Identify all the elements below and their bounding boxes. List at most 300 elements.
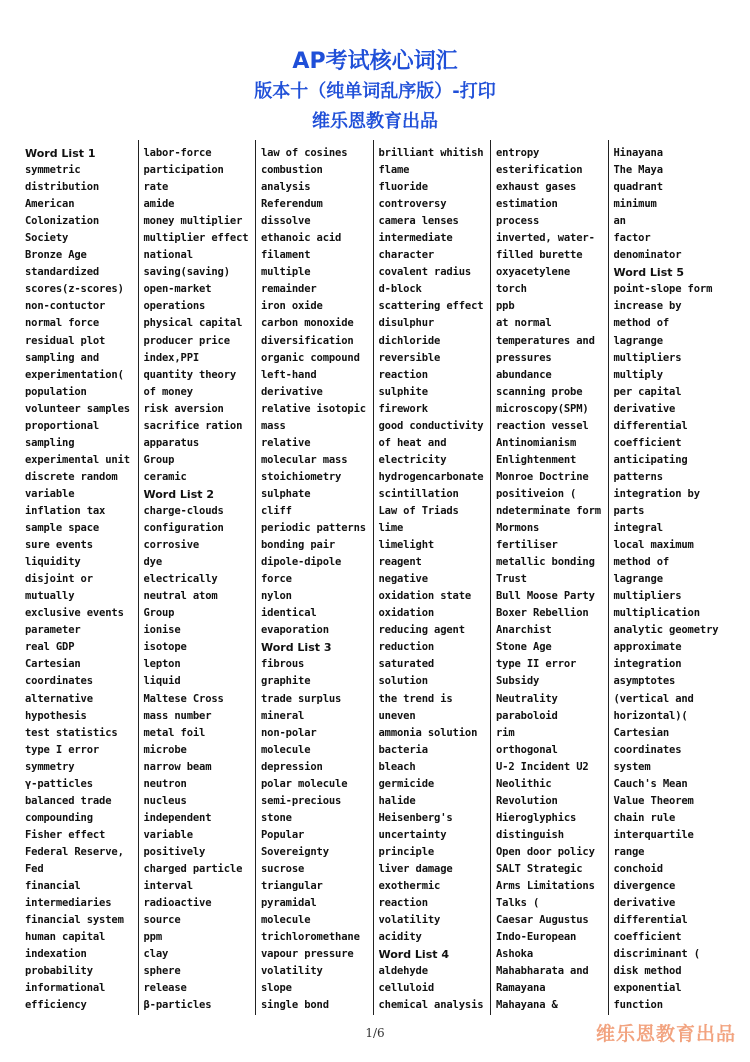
vocab-word: analytic geometry xyxy=(613,624,719,637)
vocab-word: sure events xyxy=(25,539,93,552)
vocab-word: microscopy(SPM) xyxy=(496,402,589,415)
vocab-word: law of cosines xyxy=(261,147,348,159)
vocab-word: balanced trade xyxy=(25,794,112,807)
vocab-word: Heisenberg's xyxy=(378,811,453,824)
vocab-word: (vertical and xyxy=(613,692,694,705)
vocab-word: Arms Limitations xyxy=(496,880,595,893)
vocab-word: integral xyxy=(613,522,663,535)
vocab-word: ceramic xyxy=(143,470,187,483)
vocab-word: Mormons xyxy=(496,522,540,535)
vocab-word: quadrant xyxy=(613,181,663,194)
word-column-4 xyxy=(373,140,491,1015)
vocab-word: an xyxy=(613,215,626,228)
vocab-word: good conductivity xyxy=(378,419,484,432)
vocab-word: volatility xyxy=(261,965,323,978)
vocab-word: producer price xyxy=(143,334,230,347)
vocab-word: brilliant whitish xyxy=(378,147,484,159)
vocab-word: positiveion ( xyxy=(496,487,577,500)
watermark: 维乐恩教育出品 xyxy=(595,1023,736,1045)
vocab-word: nylon xyxy=(261,590,292,603)
vocab-word: differential xyxy=(613,914,688,927)
vocab-word: Referendum xyxy=(261,198,323,211)
vocab-word: trichloromethane xyxy=(261,931,360,944)
vocab-word: vapour pressure xyxy=(261,948,354,961)
vocab-word: real GDP xyxy=(25,641,75,654)
vocab-word: inflation tax xyxy=(25,504,106,517)
vocab-word: covalent radius xyxy=(378,266,472,279)
vocab-word: intermediate xyxy=(378,232,453,245)
vocab-word: Mahayana & xyxy=(496,999,558,1012)
vocab-word: Popular xyxy=(261,828,305,841)
vocab-word: reduction xyxy=(378,641,435,654)
vocab-word: point-slope form xyxy=(613,283,713,296)
vocab-word: coefficient xyxy=(613,436,682,449)
vocab-word: relative xyxy=(261,436,311,449)
vocab-word: pyramidal xyxy=(261,897,317,910)
vocab-word: intermediaries xyxy=(25,897,112,910)
vocab-word: reagent xyxy=(378,556,422,569)
vocab-word: denominator xyxy=(613,249,682,262)
vocab-word: experimental unit xyxy=(25,453,130,466)
vocab-word: efficiency xyxy=(25,999,87,1012)
vocab-word: celluloid xyxy=(378,982,435,995)
vocab-word: Revolution xyxy=(496,794,558,807)
vocab-word: financial system xyxy=(25,914,124,927)
vocab-word: stone xyxy=(261,811,292,824)
vocab-word: sphere xyxy=(143,965,181,978)
vocab-word: risk aversion xyxy=(143,402,224,415)
vocab-word: force xyxy=(261,573,292,586)
vocab-word: molecule xyxy=(261,914,311,927)
vocab-word: multiplier effect xyxy=(143,232,249,245)
vocab-word: Cartesian xyxy=(613,726,670,739)
vocab-word: release xyxy=(143,982,187,995)
vocab-word: disulphur xyxy=(378,317,435,330)
vocab-word: graphite xyxy=(261,675,311,688)
vocab-word: lime xyxy=(378,522,404,535)
word-column-5 xyxy=(490,140,608,1015)
vocab-word: semi-precious xyxy=(261,794,342,807)
vocab-word: interval xyxy=(143,880,193,893)
vocab-word: ppb xyxy=(496,300,515,313)
vocab-word: liquid xyxy=(143,675,181,688)
vocab-word: orthogonal xyxy=(496,743,558,756)
vocab-word: rate xyxy=(143,181,169,194)
vocab-word: sacrifice ration xyxy=(143,419,243,432)
vocab-word: organic compound xyxy=(261,351,360,364)
page-title: AP考试核心词汇 xyxy=(292,49,458,74)
vocab-word: remainder xyxy=(261,283,317,296)
vocab-word: saving(saving) xyxy=(143,266,230,279)
vocab-word: differential xyxy=(613,419,688,432)
vocab-word: hypothesis xyxy=(25,709,87,722)
vocab-word: integration by xyxy=(613,487,700,500)
vocab-word: analysis xyxy=(261,181,311,194)
vocab-word: derivative xyxy=(613,402,676,415)
vocab-word: lepton xyxy=(143,658,181,671)
vocab-word: oxidation state xyxy=(378,590,472,603)
vocab-word: Stone Age xyxy=(496,641,552,654)
vocab-word: chain rule xyxy=(613,811,676,824)
vocab-word: Federal Reserve, xyxy=(25,845,124,858)
vocab-word: trade surplus xyxy=(261,692,342,705)
vocab-word: evaporation xyxy=(261,624,329,637)
vocab-word: American xyxy=(25,198,75,211)
word-column-6 xyxy=(608,140,726,1015)
vocab-word: negative xyxy=(378,573,428,586)
vocab-word: coefficient xyxy=(613,931,682,944)
vocab-word: flame xyxy=(378,164,410,177)
vocab-word: of heat and xyxy=(378,436,447,449)
vocab-word: Hinayana xyxy=(613,147,663,159)
vocab-word: diversification xyxy=(261,334,354,347)
vocab-word: derivative xyxy=(261,385,323,398)
vocab-word: combustion xyxy=(261,164,323,177)
vocab-word: distinguish xyxy=(496,828,564,841)
vocab-word: scores(z-scores) xyxy=(25,283,124,296)
vocab-word: Ramayana xyxy=(496,982,546,995)
vocab-word: type II error xyxy=(496,658,577,671)
vocab-word: physical capital xyxy=(143,317,243,330)
vocab-word: identical xyxy=(261,607,317,620)
vocab-word: sampling xyxy=(25,436,75,449)
vocab-word: paraboloid xyxy=(496,709,558,722)
vocab-word: horizontal)( xyxy=(613,709,688,722)
vocab-word: uneven xyxy=(378,709,416,722)
vocab-word: stoichiometry xyxy=(261,470,342,483)
vocab-word: bleach xyxy=(378,760,416,773)
vocab-word: Bronze Age xyxy=(25,249,87,262)
vocab-word: liquidity xyxy=(25,556,81,569)
vocab-word: Sovereignty xyxy=(261,845,329,858)
vocab-word: labor-force xyxy=(143,147,212,159)
vocab-word: Fisher effect xyxy=(25,828,106,841)
vocab-word: Ashoka xyxy=(496,948,534,961)
vocab-word: nucleus xyxy=(143,794,187,807)
vocab-word: limelight xyxy=(378,539,435,552)
vocab-word: Antinomianism xyxy=(496,436,577,449)
vocab-word: range xyxy=(613,845,645,858)
page-subtitle: 版本十（纯单词乱序版）-打印 xyxy=(254,81,496,102)
vocab-word: Maltese Cross xyxy=(143,692,224,705)
vocab-word: informational xyxy=(25,982,106,995)
vocab-word: scintillation xyxy=(378,487,459,500)
vocab-word: coordinates xyxy=(25,675,93,688)
vocab-word: variable xyxy=(143,828,193,841)
vocab-word: derivative xyxy=(613,897,676,910)
vocab-word: source xyxy=(143,914,181,927)
vocab-word: acidity xyxy=(378,931,422,944)
vocab-word: Subsidy xyxy=(496,675,540,688)
vocab-word: population xyxy=(25,385,87,398)
vocab-word: coordinates xyxy=(613,743,682,756)
vocab-word: ionise xyxy=(143,624,181,637)
vocab-word: dipole-dipole xyxy=(261,556,342,569)
vocab-word: approximate xyxy=(613,641,682,654)
vocab-word: exhaust gases xyxy=(496,181,577,194)
vocab-word: fibrous xyxy=(261,658,305,671)
vocab-word: controversy xyxy=(378,198,447,211)
vocab-word: Hieroglyphics xyxy=(496,811,577,824)
vocab-word: reversible xyxy=(378,351,441,364)
vocab-word: entropy xyxy=(496,147,540,159)
vocab-word: volunteer samples xyxy=(25,402,130,415)
vocab-word: character xyxy=(378,249,435,262)
vocab-word: per capital xyxy=(613,385,682,398)
vocab-word: disk method xyxy=(613,965,682,978)
vocab-word: non-contuctor xyxy=(25,300,106,313)
vocab-word: standardized xyxy=(25,266,100,279)
vocab-word: distribution xyxy=(25,181,100,194)
vocab-word: multiply xyxy=(613,368,663,381)
vocab-word: normal force xyxy=(25,317,100,330)
vocab-word: triangular xyxy=(261,880,323,893)
vocab-word: method of xyxy=(613,556,670,569)
vocab-word: charged particle xyxy=(143,862,243,875)
vocab-word: reducing agent xyxy=(378,624,465,637)
vocab-word: positively xyxy=(143,845,206,858)
vocab-word: hydrogencarbonate xyxy=(378,470,484,483)
vocab-word: national xyxy=(143,249,193,262)
vocab-word: quantity theory xyxy=(143,368,237,381)
vocab-word: exothermic xyxy=(378,880,441,893)
vocab-word: money multiplier xyxy=(143,215,243,228)
vocab-word: filled burette xyxy=(496,249,583,262)
vocab-word: chemical analysis xyxy=(378,999,484,1012)
vocab-word: anticipating xyxy=(613,453,688,466)
title-block xyxy=(0,48,750,136)
vocab-word: solution xyxy=(378,675,428,688)
word-list-heading: Word List 5 xyxy=(613,266,684,280)
vocab-word: parts xyxy=(613,504,645,517)
vocab-word: iron oxide xyxy=(261,300,323,313)
vocab-word: minimum xyxy=(613,198,657,211)
vocab-word: variable xyxy=(25,487,75,500)
vocab-word: participation xyxy=(143,164,224,177)
vocab-word: operations xyxy=(143,300,206,313)
vocab-word: index,PPI xyxy=(143,351,200,364)
vocab-word: indexation xyxy=(25,948,87,961)
vocab-word: electrically xyxy=(143,573,218,586)
vocab-word: at normal xyxy=(496,317,552,330)
vocab-word: multiplication xyxy=(613,607,700,620)
vocab-word: radioactive xyxy=(143,897,212,910)
vocab-word: Talks ( xyxy=(496,897,540,910)
vocab-word: mineral xyxy=(261,709,305,722)
vocab-word: narrow beam xyxy=(143,760,212,773)
publisher-line: 维乐恩教育出品 xyxy=(312,111,438,132)
vocab-word: non-polar xyxy=(261,726,317,739)
vocab-word: germicide xyxy=(378,777,435,790)
vocab-word: molecule xyxy=(261,743,311,756)
vocab-word: Group xyxy=(143,607,175,620)
vocab-word: Cartesian xyxy=(25,658,81,671)
vocab-word: sampling and xyxy=(25,351,100,364)
vocab-word: ammonia solution xyxy=(378,726,478,739)
vocab-word: saturated xyxy=(378,658,435,671)
vocab-word: Value Theorem xyxy=(613,794,694,807)
vocab-word: amide xyxy=(143,198,175,211)
vocab-word: isotope xyxy=(143,641,187,654)
vocab-word: of money xyxy=(143,385,193,398)
vocab-word: Boxer Rebellion xyxy=(496,607,589,620)
vocab-word: ppm xyxy=(143,931,163,944)
vocab-word: Anarchist xyxy=(496,624,552,637)
vocab-word: multiple xyxy=(261,266,311,279)
vocab-word: symmetry xyxy=(25,760,75,773)
vocab-word: polar molecule xyxy=(261,777,348,790)
vocab-word: uncertainty xyxy=(378,828,447,841)
vocab-word: symmetric xyxy=(25,164,81,177)
vocab-word: β-particles xyxy=(143,999,212,1012)
vocab-word: γ-patticles xyxy=(25,777,93,790)
vocab-word: left-hand xyxy=(261,368,317,381)
vocab-word: Caesar Augustus xyxy=(496,914,589,927)
word-column-2 xyxy=(138,140,256,1015)
vocab-word: ethanoic acid xyxy=(261,232,342,245)
vocab-word: aldehyde xyxy=(378,965,428,978)
vocab-word: sucrose xyxy=(261,862,305,875)
vocab-word: inverted, water- xyxy=(496,232,595,245)
vocab-word: Neolithic xyxy=(496,777,552,790)
vocab-word: Law of Triads xyxy=(378,504,459,517)
word-list-heading: Word List 4 xyxy=(378,948,449,962)
vocab-word: system xyxy=(613,760,651,773)
vocab-word: Mahabharata and xyxy=(496,965,589,978)
vocab-word: neutron xyxy=(143,777,187,790)
vocab-word: relative isotopic xyxy=(261,402,366,415)
vocab-word: independent xyxy=(143,811,212,824)
vocab-word: lagrange xyxy=(613,334,663,347)
vocab-word: single bond xyxy=(261,999,329,1012)
page-number: 1/6 xyxy=(365,1026,385,1040)
vocab-word: discriminant ( xyxy=(613,948,700,961)
vocab-word: open-market xyxy=(143,283,212,296)
vocab-word: electricity xyxy=(378,453,447,466)
vocab-word: clay xyxy=(143,948,169,961)
vocab-word: dissolve xyxy=(261,215,311,228)
vocab-word: function xyxy=(613,999,663,1012)
vocab-word: asymptotes xyxy=(613,675,676,688)
vocab-word: metal foil xyxy=(143,726,206,739)
vocab-word: Open door policy xyxy=(496,845,595,858)
vocab-word: liver damage xyxy=(378,862,453,875)
vocab-word: Colonization xyxy=(25,215,100,228)
vocab-word: divergence xyxy=(613,880,676,893)
vocab-word: carbon monoxide xyxy=(261,317,354,330)
vocab-word: reaction vessel xyxy=(496,419,589,432)
vocab-word: U-2 Incident U2 xyxy=(496,760,589,773)
vocab-word: Enlightenment xyxy=(496,453,577,466)
vocab-word: sulphate xyxy=(261,487,311,500)
vocab-word: dichloride xyxy=(378,334,441,347)
word-columns xyxy=(20,140,725,1015)
vocab-word: Indo-European xyxy=(496,931,577,944)
vocab-word: Trust xyxy=(496,573,527,586)
vocab-word: The Maya xyxy=(613,164,663,177)
vocab-word: charge-clouds xyxy=(143,504,224,517)
vocab-word: scanning probe xyxy=(496,385,583,398)
vocab-word: temperatures and xyxy=(496,334,595,347)
vocab-word: molecular mass xyxy=(261,453,348,466)
vocab-word: Monroe Doctrine xyxy=(496,470,589,483)
vocab-word: ndeterminate form xyxy=(496,504,601,517)
vocab-word: sulphite xyxy=(378,385,428,398)
word-list-heading: Word List 1 xyxy=(25,147,96,160)
vocab-word: increase by xyxy=(613,300,682,313)
vocab-word: fertiliser xyxy=(496,539,558,552)
vocab-word: residual plot xyxy=(25,334,106,347)
vocab-word: depression xyxy=(261,760,323,773)
vocab-word: lagrange xyxy=(613,573,663,586)
vocab-word: mass number xyxy=(143,709,212,722)
vocab-word: factor xyxy=(613,232,651,245)
vocab-word: dye xyxy=(143,556,163,569)
vocab-word: halide xyxy=(378,794,416,807)
vocab-word: microbe xyxy=(143,743,187,756)
vocab-word: cliff xyxy=(261,504,292,517)
vocab-word: Cauch's Mean xyxy=(613,777,688,790)
vocab-word: abundance xyxy=(496,368,552,381)
vocab-word: the trend is xyxy=(378,692,453,705)
vocab-word: disjoint or xyxy=(25,573,93,586)
vocab-word: Society xyxy=(25,232,69,245)
vocab-word: probability xyxy=(25,965,93,978)
vocab-word: filament xyxy=(261,249,311,262)
vocab-word: configuration xyxy=(143,522,224,535)
vocab-word: multipliers xyxy=(613,351,682,364)
word-list-heading: Word List 2 xyxy=(143,487,214,501)
vocab-word: Fed xyxy=(25,862,44,875)
vocab-word: oxidation xyxy=(378,607,435,620)
word-column-3 xyxy=(255,140,373,1015)
vocab-word: metallic bonding xyxy=(496,556,595,569)
vocab-word: firework xyxy=(378,402,428,415)
vocab-word: process xyxy=(496,215,540,228)
vocab-word: exclusive events xyxy=(25,607,124,620)
vocab-word: Group xyxy=(143,453,175,466)
word-list-heading: Word List 3 xyxy=(261,641,332,655)
vocab-word: reaction xyxy=(378,897,428,910)
vocab-word: patterns xyxy=(613,470,663,483)
vocab-word: compounding xyxy=(25,811,93,824)
vocab-word: discrete random xyxy=(25,470,118,483)
vocab-word: reaction xyxy=(378,368,428,381)
vocab-word: type I error xyxy=(25,743,100,756)
vocab-word: test statistics xyxy=(25,726,118,739)
vocab-word: integration xyxy=(613,658,682,671)
vocab-word: interquartile xyxy=(613,828,694,841)
word-column-1 xyxy=(20,140,138,1015)
vocab-word: rim xyxy=(496,726,515,739)
vocab-word: SALT Strategic xyxy=(496,862,583,875)
vocab-word: corrosive xyxy=(143,539,200,552)
vocab-word: local maximum xyxy=(613,539,694,552)
vocab-word: sample space xyxy=(25,522,100,535)
vocab-word: parameter xyxy=(25,624,81,637)
vocab-word: mass xyxy=(261,419,286,432)
vocab-word: slope xyxy=(261,982,292,995)
vocab-word: apparatus xyxy=(143,436,200,449)
vocab-word: oxyacetylene xyxy=(496,266,571,279)
vocab-word: Bull Moose Party xyxy=(496,590,595,603)
vocab-word: scattering effect xyxy=(378,300,484,313)
vocab-word: conchoid xyxy=(613,862,663,875)
vocab-word: periodic patterns xyxy=(261,522,366,535)
vocab-word: exponential xyxy=(613,982,682,995)
vocab-word: Neutrality xyxy=(496,692,558,705)
vocab-word: pressures xyxy=(496,351,552,364)
